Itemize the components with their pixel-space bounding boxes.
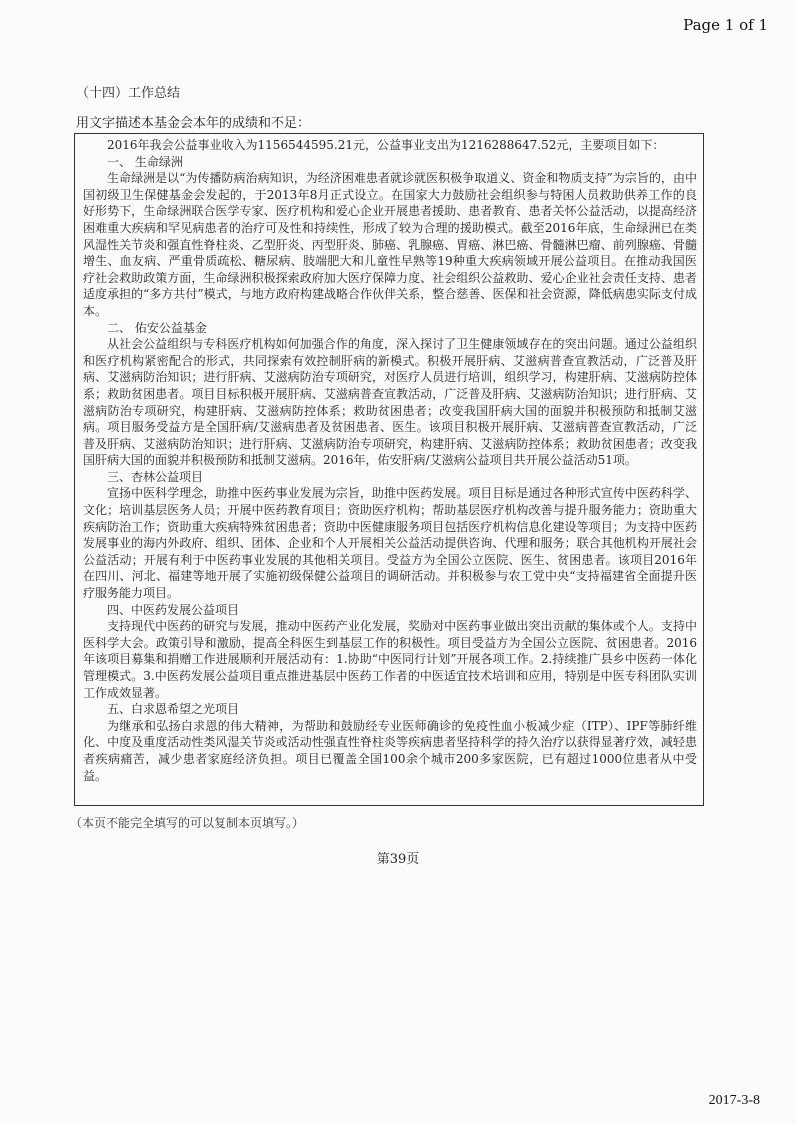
print-date: 2017-3-8 [708, 1093, 760, 1108]
section-title: （十四）工作总结 [76, 86, 181, 101]
project-paragraph-3: 宣扬中医科学理念，助推中医药事业发展为宗旨，助推中医药发展。项目目标是通过各种形式宣传中医药科学、文化；培训基层医务人员；开展中医药教育项目；资助医疗机构；帮助基层医疗机构改善与提升服务能力；资助重大疾病防治工作；资助重大疾病特殊贫困患者；资助中医健康服务项目包括医疗机构信息化建设等项目；为支持中医药发展事业的海内外政府、组织、团体、企业和个人开展相关公益活动提供咨询、代理和服务；联合其他机构开展社会公益活动；开展有利于中医药事业发展的其他相关项目。受益方为全国公立医院、医生、贫困患者。该项目2016年在四川、河北、福建等地开展了实施初级保健公益项目的调研活动。并积极参与农工党中央“支持福建省全面提升医疗服务能力项目。 [83, 486, 697, 601]
summary-text-box [74, 133, 704, 806]
project-paragraph-2: 从社会公益组织与专科医疗机构如何加强合作的角度，深入探讨了卫生健康领域存在的突出问题。通过公益组织和医疗机构紧密配合的形式，共同探索有效控制肝病的新模式。积极开展肝病、艾滋病普查宣教活动，广泛普及肝病、艾滋病防治知识；进行肝病、艾滋病防治专项研究，对医疗人员进行培训，组织学习，构建肝病、艾滋病防控体系；救助贫困患者。项目目标积极开展肝病、艾滋病普查宣教活动，广泛普及肝病、艾滋病防治知识；进行肝病、艾滋病防治专项研究，构建肝病、艾滋病防控体系；救助贫困患者；改变我国肝病大国的面貌并积极预防和抵制艾滋病。项目服务受益方是全国肝病/艾滋病患者及贫困患者、医生。该项目积极开展肝病、艾滋病普查宣教活动，广泛普及肝病、艾滋病防治知识；进行肝病、艾滋病防治专项研究，构建肝病、艾滋病防控体系；救助贫困患者；改变我国肝病大国的面貌并积极预防和抵制艾滋病。2016年，佑安肝病/艾滋病公益项目共开展公益活动51项。 [83, 337, 697, 468]
project-paragraph-4: 支持现代中医药的研究与发展，推动中医药产业化发展，奖励对中医药事业做出突出贡献的集体或个人。支持中医科学大会。政策引导和激励，提高全科医生到基层工作的积极性。项目受益方为全国公立医院、贫困患者。2016年该项目募集和捐赠工作进展顺利开展活动有：1.协助“中医同行计划”开展各项工作。2.持续推广县乡中医药一体化管理模式。3.中医药发展公益项目重点推进基层中医药工作者的中医适宜技术培训和应用，特别是中医专科团队实训工作成效显著。 [83, 619, 697, 700]
project-heading-2: 二、 佑安公益基金 [107, 320, 207, 335]
project-paragraph-5: 为继承和弘扬白求恩的伟大精神，为帮助和鼓励经专业医师确诊的免疫性血小板减少症（ITP）、IPF等肺纤维化、中度及重度活动性类风湿关节炎或活动性强直性脊柱炎等疾病患者坚持科学的持久治疗以获得显著疗效，减轻患者疾病痛苦，减少患者家庭经济负担。项目已覆盖全国100余个城市200多家医院，已有超过1000位患者从中受益。 [83, 718, 697, 783]
section-instruction: 用文字描述本基金会本年的成绩和不足： [76, 116, 311, 131]
project-heading-3: 三、杏林公益项目 [107, 469, 204, 484]
project-heading-4: 四、中医药发展公益项目 [107, 602, 240, 617]
summary-intro-paragraph: 2016年我会公益事业收入为1156544595.21元，公益事业支出为1216288647.52元，主要项目如下： [107, 138, 665, 152]
project-paragraph-1: 生命绿洲是以“为传播防病治病知识，为经济困难患者就诊就医积极争取道义、资金和物质支持”为宗旨的，由中国初级卫生保健基金会发起的，于2013年8月正式设立。在国家大力鼓励社会组织参与特困人员救助供养工作的良好形势下，生命绿洲联合医学专家、医疗机构和爱心企业开展患者援助、患者教育、患者关怀公益活动，以提高经济困难重大疾病和罕见病患者的治疗可及性和持续性，形成了较为合理的援助模式。截至2016年底，生命绿洲已在类风湿性关节炎和强直性脊柱炎、乙型肝炎、丙型肝炎、肺癌、乳腺癌、胃癌、淋巴癌、骨髓淋巴瘤、前列腺癌、骨髓增生、血友病、严重骨质疏松、糖尿病、肢端肥大和儿童性早熟等19种重大疾病领域开展公益项目。在推动我国医疗社会救助政策方面，生命绿洲积极探索政府加大医疗保障力度、社会组织公益救助、爱心企业社会责任支持、患者适度承担的“多方共付”模式，与地方政府构建战略合作伙伴关系，整合慈善、医保和社会资源，降低病患实际支付成本。 [83, 171, 697, 318]
project-heading-5: 五、白求恩希望之光项目 [107, 702, 240, 717]
copy-page-note: （本页不能完全填写的可以复制本页填写。） [70, 816, 305, 830]
project-heading-1: 一、 生命绿洲 [107, 154, 183, 169]
page-count-label: Page 1 of 1 [683, 16, 768, 34]
page-number: 第39页 [376, 852, 420, 867]
